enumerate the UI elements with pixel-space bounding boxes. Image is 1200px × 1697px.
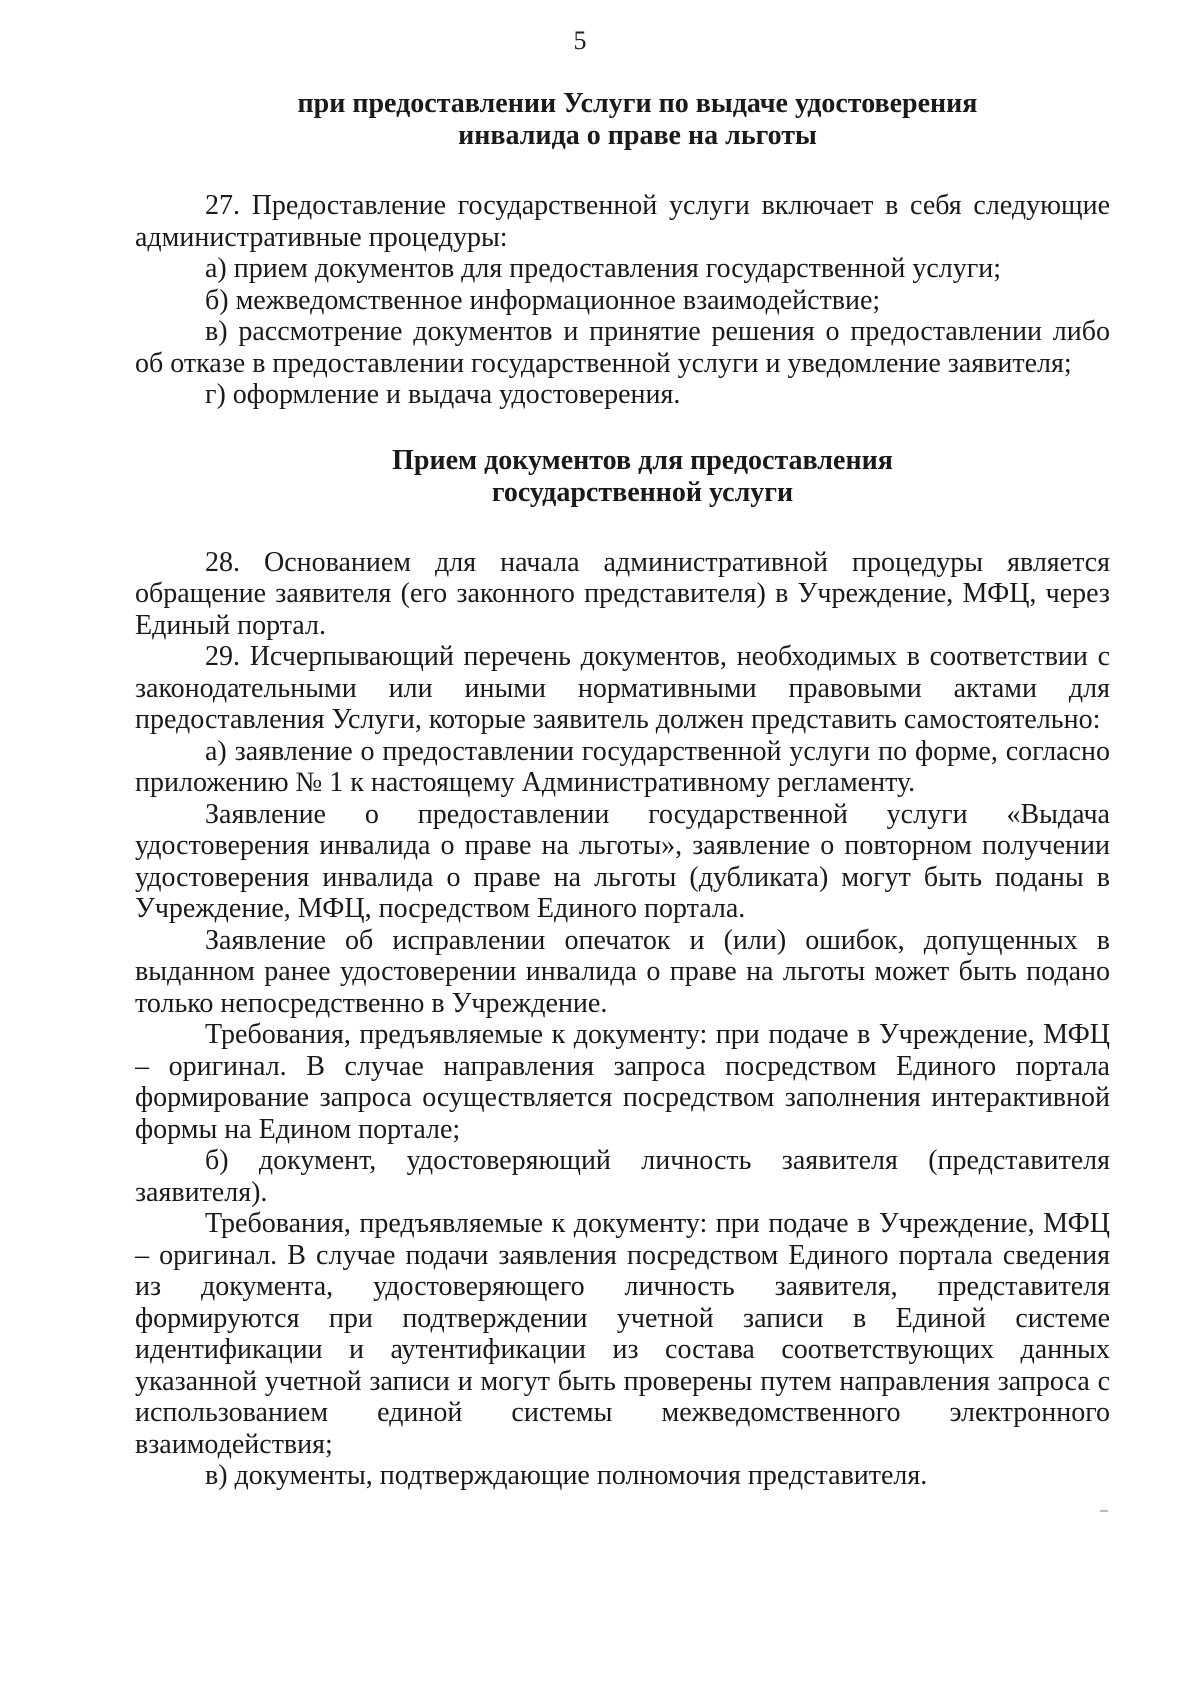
list-item-27d: г) оформление и выдача удостоверения. <box>205 379 681 410</box>
heading-line: Прием документов для предоставления <box>392 444 893 476</box>
list-item-27c: в) рассмотрение документов и принятие решения о предоставлении либо об отказе в предоставлении государственной услуги и уведомление заявителя; <box>135 316 1110 379</box>
list-item-29b: б) документ, удостоверяющий личность заявителя (представителя заявителя). <box>135 1145 1110 1208</box>
heading-line: инвалида о праве на льготы <box>458 120 817 151</box>
heading-line: при предоставлении Услуги по выдаче удостоверения <box>297 88 978 119</box>
paragraph-requirements-1: Требования, предъявляемые к документу: при подаче в Учреждение, МФЦ – оригинал. В случае направления запроса посредством Единого портала формирование запроса осуществляется посредством заполнения интерактивной формы на Едином портале; <box>135 1019 1110 1145</box>
paragraph-28: 28. Основанием для начала административной процедуры является обращение заявителя (его законного представителя) в Учреждение, МФЦ, через Единый портал. <box>135 546 1110 641</box>
list-item-29a: а) заявление о предоставлении государственной услуги по форме, согласно приложению № 1 к настоящему Административному регламенту. <box>135 735 1110 798</box>
heading-line: государственной услуги <box>491 476 794 508</box>
paragraph-application: Заявление о предоставлении государственной услуги «Выдача удостоверения инвалида о праве на льготы», заявление о повторном получении удостоверения инвалида о праве на льготы (дубликата) могут быть поданы в Учреждение, МФЦ, посредством Единого портала. <box>135 798 1110 924</box>
paragraph-requirements-2: Требования, предъявляемые к документу: при подаче в Учреждение, МФЦ – оригинал. В случае подачи заявления посредством Единого портала сведения из документа, удостоверяющего личность заявителя, представителя формируются при подтверждении учетной записи в Единой системе идентификации и аутентификации из состава соответствующих данных указанной учетной записи и могут быть проверены путем направления запроса с использованием единой системы межведомственного электронного взаимодействия; <box>135 1208 1110 1460</box>
paragraph-correction: Заявление об исправлении опечаток и (или) ошибок, допущенных в выданном ранее удостоверении инвалида о праве на льготы может быть подано только непосредственно в Учреждение. <box>135 924 1110 1019</box>
page-number: 5 <box>573 26 587 55</box>
list-item-27a: а) прием документов для предоставления государственной услуги; <box>205 253 1001 284</box>
paragraph-27: 27. Предоставление государственной услуги включает в себя следующие административные процедуры: <box>135 190 1110 253</box>
document-body <box>135 88 1110 1492</box>
section-heading-document-reception <box>175 445 1110 509</box>
list-item-29c: в) документы, подтверждающие полномочия представителя. <box>205 1460 928 1491</box>
list-item-27b: б) межведомственное информационное взаимодействие; <box>205 284 881 316</box>
section-heading-procedures <box>165 88 1110 152</box>
scan-mark <box>1100 1510 1108 1512</box>
paragraph-29: 29. Исчерпывающий перечень документов, необходимых в соответствии с законодательными или иными нормативными правовыми актами для предоставления Услуги, которые заявитель должен представить самостоятельно: <box>135 641 1110 735</box>
